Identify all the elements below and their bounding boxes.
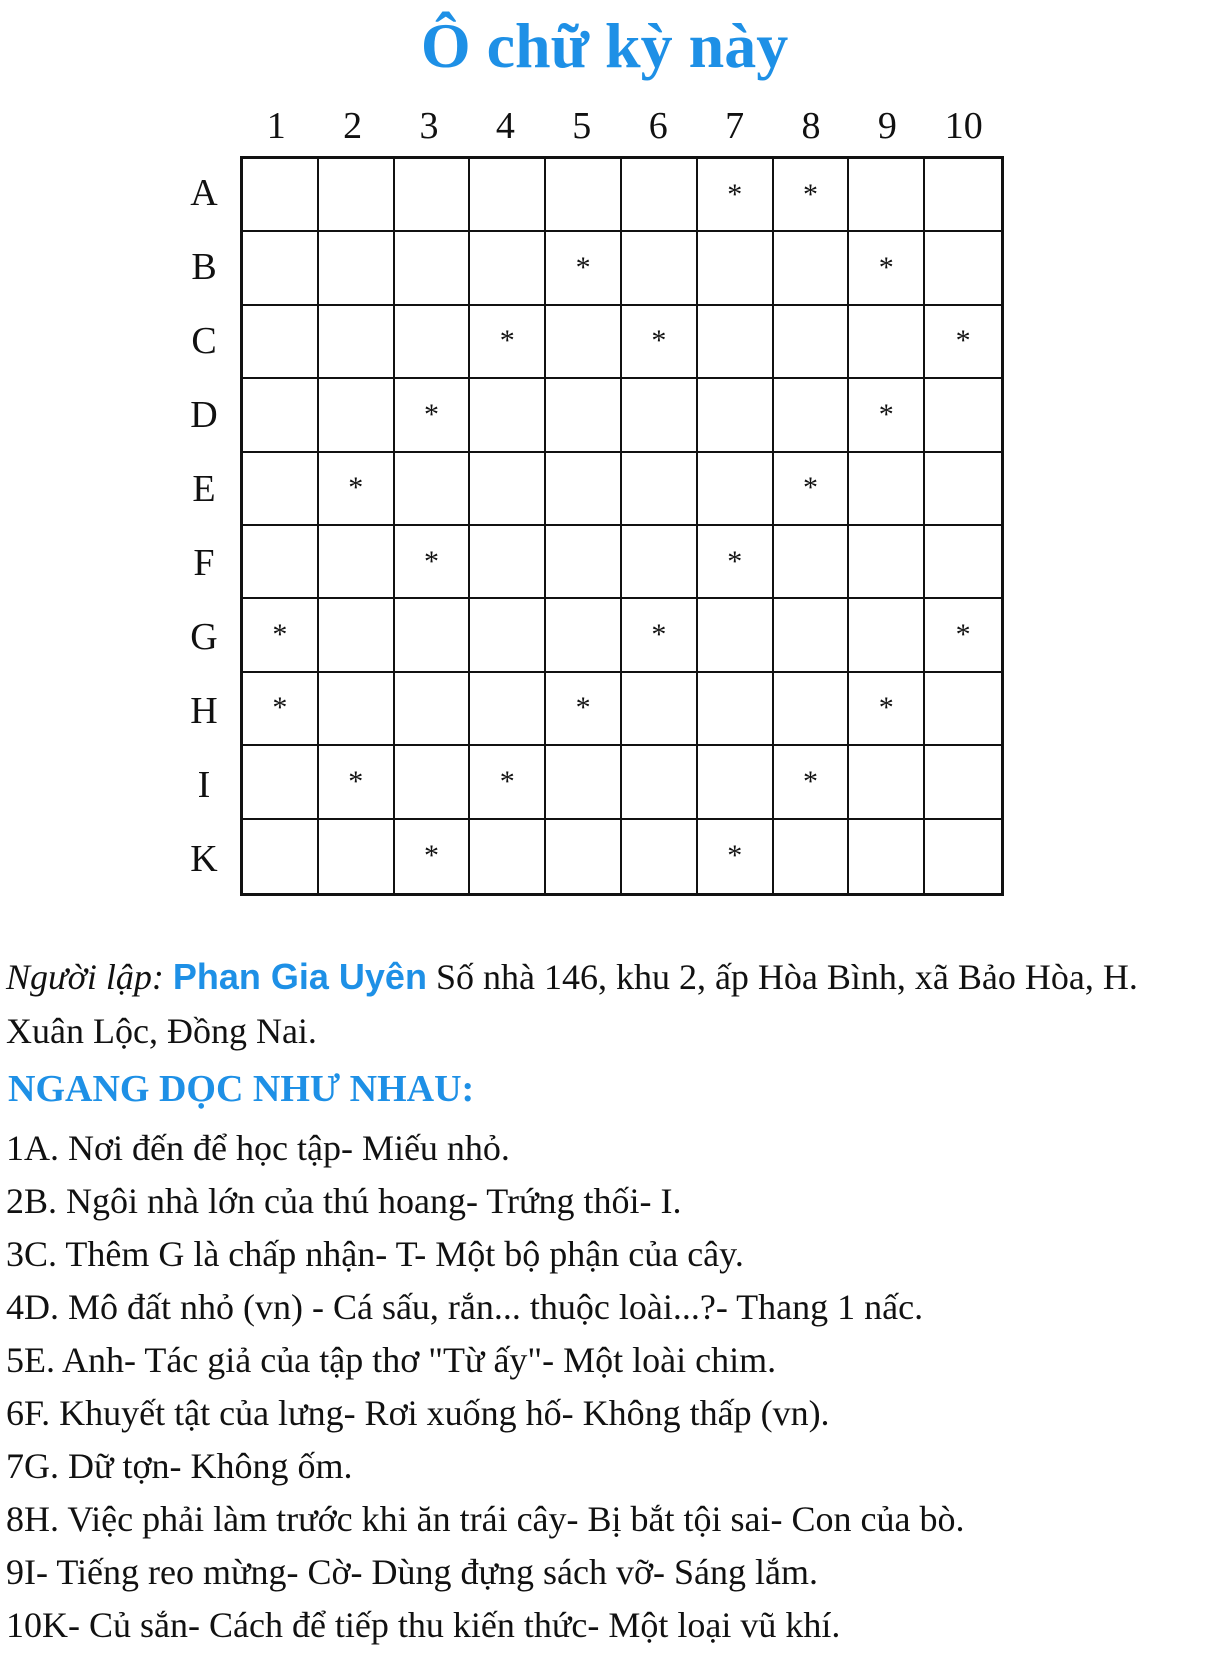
grid-cell-G5[interactable]: [546, 599, 622, 672]
column-label: 3: [419, 105, 439, 147]
grid-cell-G1[interactable]: [243, 599, 319, 672]
star-marker: *: [499, 324, 515, 358]
grid-cell-C1[interactable]: [243, 306, 319, 379]
grid-cell-E6[interactable]: [622, 453, 698, 526]
column-label: 5: [572, 105, 592, 147]
grid-cell-H9[interactable]: [849, 673, 925, 746]
grid-cell-E7[interactable]: [698, 453, 774, 526]
star-marker: *: [802, 177, 818, 211]
row-label: K: [190, 838, 218, 880]
grid-cell-E2[interactable]: [319, 453, 395, 526]
row-label: A: [190, 172, 218, 214]
grid-cell-C4[interactable]: [470, 306, 546, 379]
star-marker: *: [575, 691, 591, 725]
grid-cell-A7[interactable]: [698, 159, 774, 232]
grid-cell-G7[interactable]: [698, 599, 774, 672]
grid-cell-B10[interactable]: [925, 232, 1001, 305]
grid-cell-G9[interactable]: [849, 599, 925, 672]
grid-cell-I9[interactable]: [849, 746, 925, 819]
grid-cell-C9[interactable]: [849, 306, 925, 379]
clue-item: 6F. Khuyết tật của lưng- Rơi xuống hố- Không thấp (vn).: [6, 1393, 830, 1433]
grid-cell-H5[interactable]: [546, 673, 622, 746]
grid-cell-A5[interactable]: [546, 159, 622, 232]
grid-cell-D10[interactable]: [925, 379, 1001, 452]
grid-cell-D7[interactable]: [698, 379, 774, 452]
clue-item: 9I- Tiếng reo mừng- Cờ- Dùng đựng sách vỡ- Sáng lắm.: [6, 1552, 819, 1592]
grid-cell-H3[interactable]: [395, 673, 471, 746]
grid-cell-B9[interactable]: [849, 232, 925, 305]
grid-cell-I1[interactable]: [243, 746, 319, 819]
star-marker: *: [423, 839, 439, 873]
star-marker: *: [499, 764, 515, 798]
grid-cell-I8[interactable]: [774, 746, 850, 819]
grid-cell-E10[interactable]: [925, 453, 1001, 526]
grid-cell-A6[interactable]: [622, 159, 698, 232]
grid-cell-K1[interactable]: [243, 820, 319, 893]
clue-list: [6, 1122, 1206, 1652]
row-label: I: [197, 764, 211, 806]
grid-cell-A9[interactable]: [849, 159, 925, 232]
star-marker: *: [727, 544, 743, 578]
grid-cell-E1[interactable]: [243, 453, 319, 526]
star-marker: *: [727, 839, 743, 873]
grid-cell-H10[interactable]: [925, 673, 1001, 746]
grid-cell-G4[interactable]: [470, 599, 546, 672]
grid-cell-K9[interactable]: [849, 820, 925, 893]
grid-cell-A8[interactable]: [774, 159, 850, 232]
grid-cell-K3[interactable]: [395, 820, 471, 893]
grid-cell-G3[interactable]: [395, 599, 471, 672]
star-marker: *: [272, 691, 288, 725]
grid-cell-A4[interactable]: [470, 159, 546, 232]
grid-cell-F8[interactable]: [774, 526, 850, 599]
author-address: Số nhà 146, khu 2, ấp Hòa Bình, xã Bảo Hòa, H. Xuân Lộc, Đồng Nai.: [6, 957, 1138, 1051]
star-marker: *: [423, 544, 439, 578]
star-marker: *: [651, 324, 667, 358]
grid-cell-G6[interactable]: [622, 599, 698, 672]
star-marker: *: [802, 764, 818, 798]
row-label: D: [190, 394, 218, 436]
star-marker: *: [955, 324, 971, 358]
row-label: G: [190, 616, 218, 658]
grid-cell-E9[interactable]: [849, 453, 925, 526]
star-marker: *: [651, 618, 667, 652]
grid-cell-C10[interactable]: [925, 306, 1001, 379]
grid-cell-C8[interactable]: [774, 306, 850, 379]
star-marker: *: [878, 251, 894, 285]
grid-cell-C2[interactable]: [319, 306, 395, 379]
grid-cell-K8[interactable]: [774, 820, 850, 893]
grid-cell-K10[interactable]: [925, 820, 1001, 893]
grid-cell-B3[interactable]: [395, 232, 471, 305]
grid-cell-F6[interactable]: [622, 526, 698, 599]
grid-cell-I6[interactable]: [622, 746, 698, 819]
grid-cell-D8[interactable]: [774, 379, 850, 452]
clue-item: 5E. Anh- Tác giả của tập thơ "Từ ấy"- Một loài chim.: [6, 1340, 777, 1380]
grid-cell-D5[interactable]: [546, 379, 622, 452]
clues-heading: NGANG DỌC NHƯ NHAU:: [8, 1068, 475, 1110]
grid-cell-K5[interactable]: [546, 820, 622, 893]
grid-cell-I7[interactable]: [698, 746, 774, 819]
crossword-grid: [240, 156, 1004, 896]
grid-cell-H2[interactable]: [319, 673, 395, 746]
clue-item: 4D. Mô đất nhỏ (vn) - Cá sấu, rắn... thuộc loài...?- Thang 1 nấc.: [6, 1287, 924, 1327]
clue-item: 2B. Ngôi nhà lớn của thú hoang- Trứng thối- I.: [6, 1181, 682, 1221]
row-label: B: [191, 246, 217, 288]
grid-cell-B2[interactable]: [319, 232, 395, 305]
row-label: F: [193, 542, 215, 584]
grid-cell-D2[interactable]: [319, 379, 395, 452]
grid-cell-H7[interactable]: [698, 673, 774, 746]
grid-cell-A10[interactable]: [925, 159, 1001, 232]
grid-cell-B1[interactable]: [243, 232, 319, 305]
grid-cell-I10[interactable]: [925, 746, 1001, 819]
clue-item: 1A. Nơi đến để học tập- Miếu nhỏ.: [6, 1128, 510, 1168]
row-label: C: [191, 320, 217, 362]
grid-cell-I5[interactable]: [546, 746, 622, 819]
grid-cell-A1[interactable]: [243, 159, 319, 232]
star-marker: *: [423, 397, 439, 431]
grid-cell-F2[interactable]: [319, 526, 395, 599]
grid-cell-G10[interactable]: [925, 599, 1001, 672]
grid-cell-F5[interactable]: [546, 526, 622, 599]
grid-cell-A2[interactable]: [319, 159, 395, 232]
grid-cell-B6[interactable]: [622, 232, 698, 305]
author-info: [6, 950, 1206, 1058]
column-label: 9: [877, 105, 897, 147]
grid-cell-F7[interactable]: [698, 526, 774, 599]
grid-cell-A3[interactable]: [395, 159, 471, 232]
grid-cell-E3[interactable]: [395, 453, 471, 526]
grid-cell-C3[interactable]: [395, 306, 471, 379]
grid-cell-F1[interactable]: [243, 526, 319, 599]
clue-item: 10K- Củ sắn- Cách để tiếp thu kiến thức- Một loại vũ khí.: [6, 1605, 841, 1645]
grid-cell-D6[interactable]: [622, 379, 698, 452]
grid-cell-E8[interactable]: [774, 453, 850, 526]
grid-cell-K4[interactable]: [470, 820, 546, 893]
grid-cell-B8[interactable]: [774, 232, 850, 305]
column-label: 6: [648, 105, 668, 147]
grid-cell-I2[interactable]: [319, 746, 395, 819]
grid-cell-D1[interactable]: [243, 379, 319, 452]
column-label: 2: [343, 105, 363, 147]
puzzle-title: Ô chữ kỳ này: [420, 10, 789, 81]
column-label: 10: [944, 105, 983, 147]
grid-cell-D4[interactable]: [470, 379, 546, 452]
row-label: H: [190, 690, 218, 732]
grid-cell-H8[interactable]: [774, 673, 850, 746]
grid-cell-H6[interactable]: [622, 673, 698, 746]
grid-cell-G2[interactable]: [319, 599, 395, 672]
star-marker: *: [878, 691, 894, 725]
grid-cell-H4[interactable]: [470, 673, 546, 746]
grid-cell-G8[interactable]: [774, 599, 850, 672]
grid-cell-K7[interactable]: [698, 820, 774, 893]
clue-item: 8H. Việc phải làm trước khi ăn trái cây- Bị bắt tội sai- Con của bò.: [6, 1499, 965, 1539]
grid-cell-E5[interactable]: [546, 453, 622, 526]
grid-cell-C7[interactable]: [698, 306, 774, 379]
star-marker: *: [878, 397, 894, 431]
author-label: Người lập:: [6, 957, 164, 997]
star-marker: *: [272, 618, 288, 652]
grid-cell-E4[interactable]: [470, 453, 546, 526]
grid-cell-B5[interactable]: [546, 232, 622, 305]
grid-cell-F10[interactable]: [925, 526, 1001, 599]
clue-item: 7G. Dữ tợn- Không ốm.: [6, 1446, 353, 1486]
grid-cell-B4[interactable]: [470, 232, 546, 305]
grid-cell-B7[interactable]: [698, 232, 774, 305]
star-marker: *: [348, 764, 364, 798]
column-label: 8: [801, 105, 821, 147]
grid-cell-K2[interactable]: [319, 820, 395, 893]
grid-cell-I4[interactable]: [470, 746, 546, 819]
grid-cell-F3[interactable]: [395, 526, 471, 599]
star-marker: *: [727, 177, 743, 211]
grid-cell-D3[interactable]: [395, 379, 471, 452]
clue-item: 3C. Thêm G là chấp nhận- T- Một bộ phận của cây.: [6, 1234, 744, 1274]
grid-cell-K6[interactable]: [622, 820, 698, 893]
grid-cell-H1[interactable]: [243, 673, 319, 746]
column-label: 7: [725, 105, 745, 147]
star-marker: *: [575, 251, 591, 285]
grid-cell-D9[interactable]: [849, 379, 925, 452]
grid-cell-C5[interactable]: [546, 306, 622, 379]
grid-cell-C6[interactable]: [622, 306, 698, 379]
grid-cell-F4[interactable]: [470, 526, 546, 599]
star-marker: *: [348, 471, 364, 505]
grid-cell-I3[interactable]: [395, 746, 471, 819]
column-label: 4: [495, 105, 515, 147]
column-label: 1: [266, 105, 286, 147]
star-marker: *: [802, 471, 818, 505]
author-name: Phan Gia Uyên: [172, 956, 427, 997]
star-marker: *: [955, 618, 971, 652]
row-label: E: [192, 468, 216, 510]
grid-cell-F9[interactable]: [849, 526, 925, 599]
